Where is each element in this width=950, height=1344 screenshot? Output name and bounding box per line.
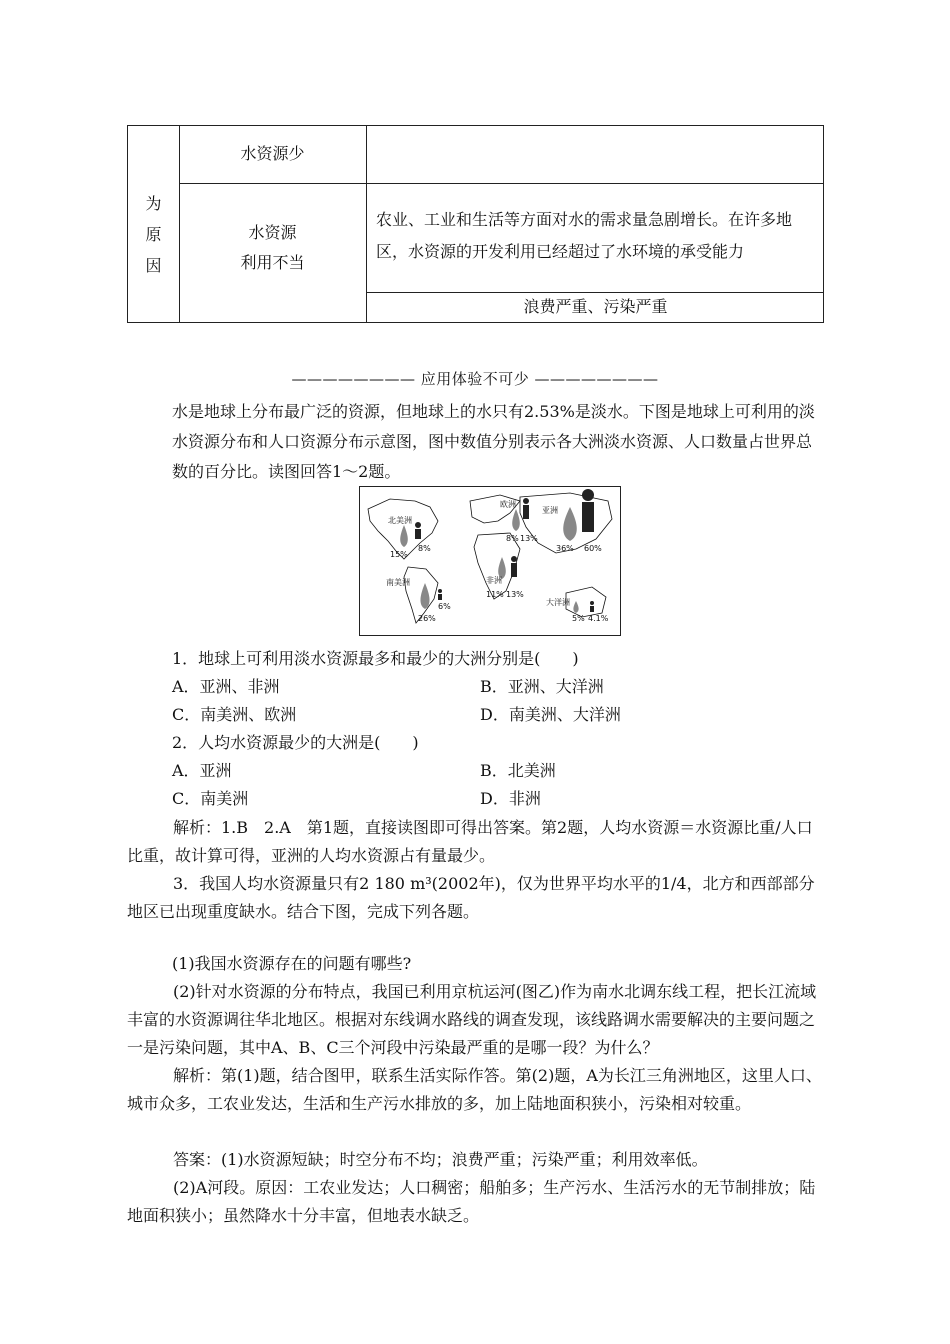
value-europe-water: 8% xyxy=(506,534,519,543)
row-label-water-shortage: 水资源少 xyxy=(240,144,305,163)
row-content-waste-pollution: 浪费严重、污染严重 xyxy=(523,297,668,316)
label-europe: 欧洲 xyxy=(500,500,516,509)
q1-option-d: D．南美洲、大洋洲 xyxy=(480,705,621,724)
q2-option-d: D．非洲 xyxy=(480,789,541,808)
person-icon xyxy=(523,498,529,519)
answer-2: (2)A河段。原因：工农业发达；人口稠密；船舶多；生产污水、生活污水的无节制排放；陆地面积狭小；虽然降水十分丰富，但地表水缺乏。 xyxy=(127,1178,816,1225)
section-heading: ———————— 应用体验不可少 ———————— xyxy=(291,370,659,388)
intro-paragraph: 水是地球上分布最广泛的资源，但地球上的水只有2.53%是淡水。下图是地球上可利用的淡水资源分布和人口资源分布示意图，图中数值分别表示各大洲淡水资源、人口数量占世界总数的百分比。读图回答1～2题。 xyxy=(172,402,815,481)
value-north-america-water: 15% xyxy=(390,550,408,559)
value-south-america-pop: 6% xyxy=(438,602,451,611)
q3-part-2: (2)针对水资源的分布特点，我国已利用京杭运河(图乙)作为南水北调东线工程，把长江流域丰富的水资源调往华北地区。根据对东线调水路线的调查发现，该线路调水需要解决的主要问题之一是污染问题，其中A、B、C三个河段中污染最严重的是哪一段？为什么？ xyxy=(127,982,817,1057)
water-drop-icon xyxy=(573,601,578,613)
person-icon xyxy=(582,489,594,532)
q2-option-b: B．北美洲 xyxy=(480,761,556,780)
water-drop-icon xyxy=(512,509,520,531)
q2-option-a: A．亚洲 xyxy=(172,761,232,780)
map-graphic xyxy=(360,487,620,635)
person-icon xyxy=(590,601,594,612)
value-asia-pop: 60% xyxy=(584,544,602,553)
water-drop-icon xyxy=(400,525,408,547)
label-oceania: 大洋洲 xyxy=(546,598,570,607)
person-icon xyxy=(511,556,517,577)
person-icon xyxy=(438,589,442,600)
question-3: 3．我国人均水资源量只有2 180 m³(2002年)，仅为世界平均水平的1/4，北方和西部部分地区已出现重度缺水。结合下图，完成下列各题。 xyxy=(127,874,815,921)
value-asia-water: 36% xyxy=(556,544,574,553)
label-asia: 亚洲 xyxy=(542,506,558,515)
value-oceania-pop: 4.1% xyxy=(588,614,609,623)
table-side-label: 为 原 因 xyxy=(145,194,162,275)
value-europe-pop: 13% xyxy=(520,534,538,543)
q3-part-1: (1)我国水资源存在的问题有哪些? xyxy=(172,954,412,973)
person-icon xyxy=(415,522,421,539)
value-north-america-pop: 8% xyxy=(418,544,431,553)
value-oceania-water: 5% xyxy=(572,614,585,623)
row-content-misuse: 农业、工业和生活等方面对水的需求量急剧增长。在许多地区，水资源的开发利用已经超过了水环境的承受能力 xyxy=(376,210,793,261)
q2-option-c: C．南美洲 xyxy=(172,789,249,808)
water-drop-icon xyxy=(420,583,429,609)
value-south-america-water: 26% xyxy=(418,614,436,623)
q1-option-a: A．亚洲、非洲 xyxy=(172,677,280,696)
row-label-misuse: 水资源 利用不当 xyxy=(240,223,305,272)
label-africa: 非洲 xyxy=(486,576,502,585)
q1-option-c: C．南美洲、欧洲 xyxy=(172,705,297,724)
label-north-america: 北美洲 xyxy=(388,516,412,525)
analysis-2: 解析：第(1)题，结合图甲，联系生活实际作答。第(2)题，A为长江三角洲地区，这里人口、城市众多，工农业发达，生活和生产污水排放的多，加上陆地面积狭小，污染相对较重。 xyxy=(127,1066,822,1113)
table-divider xyxy=(179,183,823,184)
water-drop-icon xyxy=(563,507,577,541)
value-africa-water: 11% xyxy=(486,590,504,599)
oceania-shape xyxy=(566,587,606,617)
q2-stem: 2．人均水资源最少的大洲是( ) xyxy=(172,733,419,752)
value-africa-pop: 13% xyxy=(506,590,524,599)
cause-table xyxy=(127,125,824,323)
q1-stem: 1．地球上可利用淡水资源最多和最少的大洲分别是( ) xyxy=(172,649,579,668)
label-south-america: 南美洲 xyxy=(386,578,410,587)
q1-option-b: B．亚洲、大洋洲 xyxy=(480,677,604,696)
world-water-population-map xyxy=(359,486,621,636)
answer-1: 答案：(1)水资源短缺；时空分布不均；浪费严重；污染严重；利用效率低。 xyxy=(173,1150,708,1169)
analysis-1: 解析：1.B 2.A 第1题，直接读图即可得出答案。第2题，人均水资源＝水资源比重/人口比重，故计算可得，亚洲的人均水资源占有量最少。 xyxy=(127,818,813,865)
